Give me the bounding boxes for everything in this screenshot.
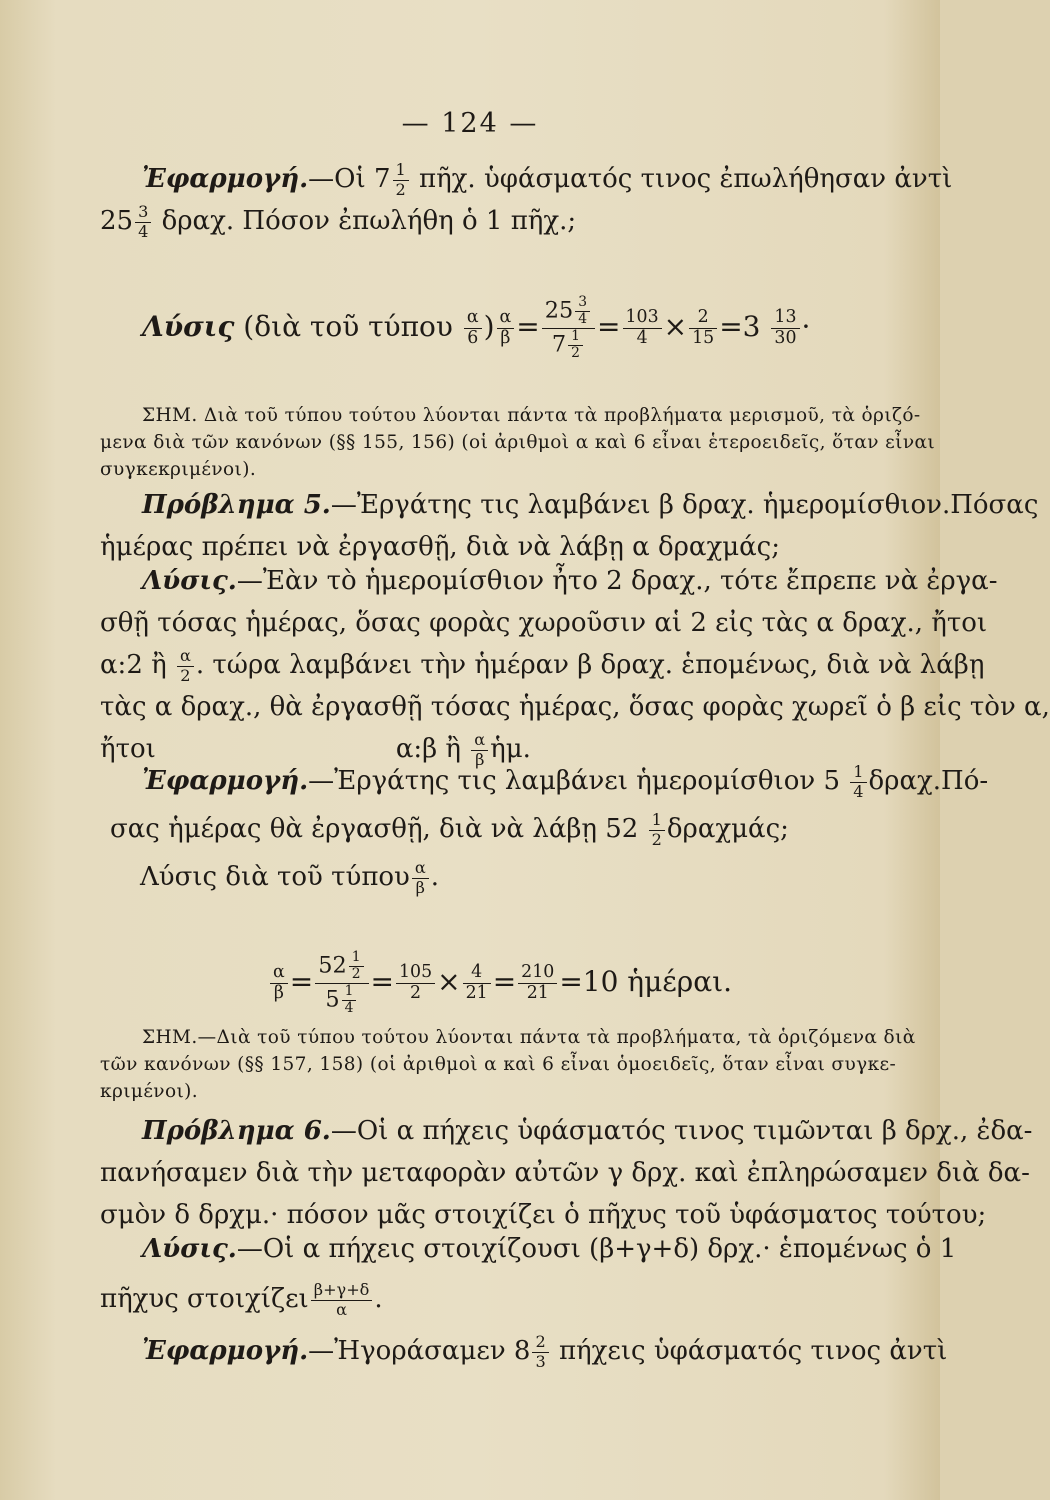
solution-5-line-1 (100, 560, 998, 602)
text-segment: ἡμ. (490, 734, 531, 764)
solution-1-heading: Λύσις (142, 309, 235, 343)
fraction (518, 963, 557, 1004)
note-1 (100, 402, 936, 483)
text-segment: —Οἱ 7 (308, 164, 391, 194)
note-1-line-3: συγκεκριμένοι). (100, 459, 257, 480)
problem-6-line-1 (100, 1110, 1033, 1152)
numerator: 3 (575, 295, 590, 312)
problem-6-line-2: πανήσαμεν διὰ τὴν μεταφορὰν αὐτῶν γ δρχ. καὶ ἐπληρώσαμεν διὰ δα- (100, 1158, 1030, 1188)
numerator: α (412, 859, 429, 879)
fraction (649, 811, 665, 849)
numerator: 1 (649, 811, 665, 831)
numerator: 13 (771, 308, 799, 329)
application-2 (100, 760, 989, 898)
numerator: 1 (393, 161, 409, 181)
fraction (850, 763, 866, 801)
fraction (568, 329, 583, 362)
text-segment: = (597, 309, 621, 343)
fraction (177, 647, 194, 685)
numerator: 1 (568, 329, 583, 346)
solution-5-line-2: σθῇ τόσας ἡμέρας, ὅσας φορὰς χωροῦσιν αἱ 2 εἰς τὰς α δραχ., ἤτοι (100, 608, 988, 638)
denominator: 2 (180, 665, 191, 685)
text-segment: —Ἐργάτης τις λαμβάνει β δραχ. ἡμερομίσθιον.Πόσας (330, 490, 1039, 520)
problem-5 (100, 484, 1039, 568)
text-segment: 52 (318, 952, 347, 979)
note-2-line-3: κριμένοι). (100, 1081, 199, 1102)
application-1 (100, 158, 953, 242)
problem-5-heading: Πρόβλημα 5. (142, 490, 331, 520)
fraction (689, 308, 717, 349)
text-segment: = (492, 964, 517, 998)
application-2-line-3 (100, 856, 930, 898)
text-segment: —Ἠγοράσαμεν 8 (308, 1336, 531, 1366)
denominator: β (273, 982, 284, 1003)
fraction (771, 308, 799, 349)
application-2-line-1 (100, 760, 989, 802)
text-segment: =10 ἡμέραι. (559, 964, 733, 998)
denominator: 2 (571, 344, 580, 361)
text-segment: ) (483, 309, 495, 343)
fraction (393, 161, 409, 199)
text-segment: σας ἡμέρας θὰ ἐργασθῇ, διὰ νὰ λάβῃ 52 (110, 814, 647, 844)
fraction (412, 859, 429, 897)
denominator: 15 (692, 327, 715, 348)
note-2-line-2: τῶν κανόνων (§§ 157, 158) (οἱ ἀριθμοὶ α καὶ 6 εἶναι ὁμοειδεῖς, ὅταν εἶναι συγκε- (100, 1054, 897, 1075)
text-segment: × (663, 309, 688, 343)
text-segment: = (370, 964, 394, 998)
text-segment: α:β ἢ (395, 734, 470, 764)
numerator: 103 (623, 308, 662, 329)
denominator: 2 (410, 982, 422, 1003)
numerator: 2 (689, 308, 717, 329)
denominator: 4 (578, 310, 588, 327)
denominator: 30 (774, 327, 797, 348)
note-1-line-2: μενα διὰ τῶν κανόνων (§§ 155, 156) (οἱ ἀριθμοὶ α καὶ 6 εἶναι ἑτεροειδεῖς, ὅταν εἶναι (100, 432, 936, 453)
text-segment: × (437, 964, 461, 998)
fraction (575, 295, 590, 328)
note-2 (100, 1024, 930, 1105)
numerator: 210 (518, 963, 557, 984)
denominator: β (415, 877, 425, 897)
numerator: 1 (850, 763, 866, 783)
denominator (315, 984, 368, 1017)
text-segment: δραχ. Πόσον ἐπωλήθη ὁ 1 πῆχ.; (153, 206, 577, 236)
denominator: 3 (535, 1351, 546, 1371)
problem-5-line-2: ἡμέρας πρέπει νὰ ἐργασθῇ, διὰ νὰ λάβῃ α δραχμάς; (100, 532, 780, 562)
numerator: α (464, 308, 482, 329)
numerator: α (177, 647, 194, 667)
application-1-line-2 (100, 200, 930, 242)
text-segment: —Οἱ α πήχεις στοιχίζουσι (β+γ+δ) δρχ.· ἑπομένως ὁ 1 (236, 1234, 957, 1264)
problem-5-line-1 (100, 484, 1039, 526)
text-segment: ἤτοι (100, 734, 156, 764)
fraction (311, 1281, 373, 1319)
denominator: 21 (526, 982, 549, 1003)
text-segment: α:2 ἢ (100, 650, 175, 680)
text-segment: = (289, 964, 314, 998)
text-segment: πῆχυς στοιχίζει (100, 1284, 309, 1314)
text-segment: —Οἱ α πήχεις ὑφάσματός τινος τιμῶνται β δρχ., ἐδα- (330, 1116, 1033, 1146)
problem-6-heading: Πρόβλημα 6. (142, 1116, 331, 1146)
text-segment: (διὰ τοῦ τύπου (234, 309, 462, 343)
denominator: 4 (138, 221, 149, 241)
text-segment: δραχ.Πό- (868, 766, 989, 796)
solution-5-line-3 (100, 644, 985, 686)
text-segment: =3 (719, 309, 770, 343)
numerator: 2 (532, 1333, 548, 1353)
fraction (396, 963, 435, 1004)
numerator: 4 (463, 963, 491, 984)
denominator: 21 (465, 982, 488, 1003)
text-segment: 7 (551, 331, 567, 358)
application-3-line-1 (100, 1330, 948, 1372)
solution-1-formula (142, 295, 810, 362)
text-segment: 25 (100, 206, 134, 236)
application-2-heading: Ἐφαρμογή. (142, 766, 309, 796)
denominator: β (500, 327, 511, 348)
fraction (532, 1333, 548, 1371)
text-segment: Λύσις διὰ τοῦ τύπου (140, 862, 410, 892)
numerator: 105 (396, 963, 435, 984)
application-1-heading: Ἐφαρμογή. (142, 164, 309, 194)
solution-5-line-4: τὰς α δραχ., θὰ ἐργασθῇ τόσας ἡμέρας, ὅσας φορὰς χωρεῖ ὁ β εἰς τὸν α, (100, 692, 1050, 722)
fraction (349, 950, 364, 983)
numerator (315, 950, 368, 984)
text-segment: . (430, 862, 440, 892)
denominator: 6 (467, 327, 479, 348)
numerator (542, 295, 595, 329)
text-segment: = (516, 309, 540, 343)
solution-5 (100, 560, 1050, 770)
numerator: α (471, 731, 488, 751)
text-segment: —Ἐργάτης τις λαμβάνει ἡμερομίσθιον 5 (308, 766, 849, 796)
numerator: α (497, 308, 515, 329)
text-segment: · (801, 309, 811, 343)
solution-6-heading: Λύσις. (142, 1234, 237, 1264)
denominator: 4 (344, 999, 354, 1016)
numerator: 3 (135, 203, 151, 223)
text-segment: —Ἐὰν τὸ ἡμερομίσθιον ἦτο 2 δραχ., τότε ἔπρεπε νὰ ἐργα- (236, 566, 998, 596)
denominator: 2 (351, 965, 361, 982)
page-number: — 124 — (401, 108, 539, 139)
text-segment: . τώρα λαμβάνει τὴν ἡμέραν β δραχ. ἑπομένως, διὰ νὰ λάβῃ (195, 650, 985, 680)
text-segment: δραχμάς; (666, 814, 789, 844)
numerator: 1 (349, 950, 364, 967)
text-segment: 25 (544, 297, 574, 324)
fraction (342, 984, 357, 1017)
text-segment: 5 (325, 986, 340, 1013)
fraction (623, 308, 662, 349)
fraction (464, 308, 482, 349)
application-3-heading: Ἐφαρμογή. (142, 1336, 309, 1366)
denominator (542, 329, 595, 362)
denominator: β (475, 749, 485, 769)
solution-5-heading: Λύσις. (142, 566, 237, 596)
numerator: β+γ+δ (311, 1281, 373, 1301)
note-1-line-1: ΣΗΜ. Διὰ τοῦ τύπου τούτου λύονται πάντα τὰ προβλήματα μερισμοῦ, τὰ ὁριζό- (142, 405, 921, 426)
compound-fraction (542, 295, 595, 362)
text-segment: πῆχ. ὑφάσματός τινος ἐπωλήθησαν ἀντὶ (410, 164, 953, 194)
fraction (463, 963, 491, 1004)
solution-2-formula (268, 950, 732, 1017)
fraction (270, 963, 288, 1004)
application-3 (100, 1330, 948, 1372)
solution-6-line-2 (100, 1278, 930, 1320)
solution-6 (100, 1228, 957, 1320)
application-1-line-1 (100, 158, 953, 200)
fraction (497, 308, 515, 349)
compound-fraction (315, 950, 368, 1017)
denominator: 4 (853, 781, 864, 801)
numerator: 1 (342, 984, 357, 1001)
problem-6 (100, 1110, 1033, 1236)
numerator: α (270, 963, 288, 984)
text-segment: πήχεις ὑφάσματός τινος ἀντὶ (550, 1336, 948, 1366)
application-2-line-2 (100, 808, 930, 850)
fraction (135, 203, 151, 241)
denominator: α (336, 1299, 348, 1319)
note-2-line-1: ΣΗΜ.—Διὰ τοῦ τύπου τούτου λύονται πάντα τὰ προβλήματα, τὰ ὁριζόμενα διὰ (142, 1027, 916, 1048)
problem-6-line-3: σμὸν δ δρχμ.· πόσον μᾶς στοιχίζει ὁ πῆχυς τοῦ ὑφάσματος τούτου; (100, 1200, 987, 1230)
text-segment: . (374, 1284, 383, 1314)
denominator: 4 (636, 327, 648, 348)
solution-6-line-1 (100, 1228, 957, 1270)
denominator: 2 (651, 829, 662, 849)
denominator: 2 (395, 179, 406, 199)
